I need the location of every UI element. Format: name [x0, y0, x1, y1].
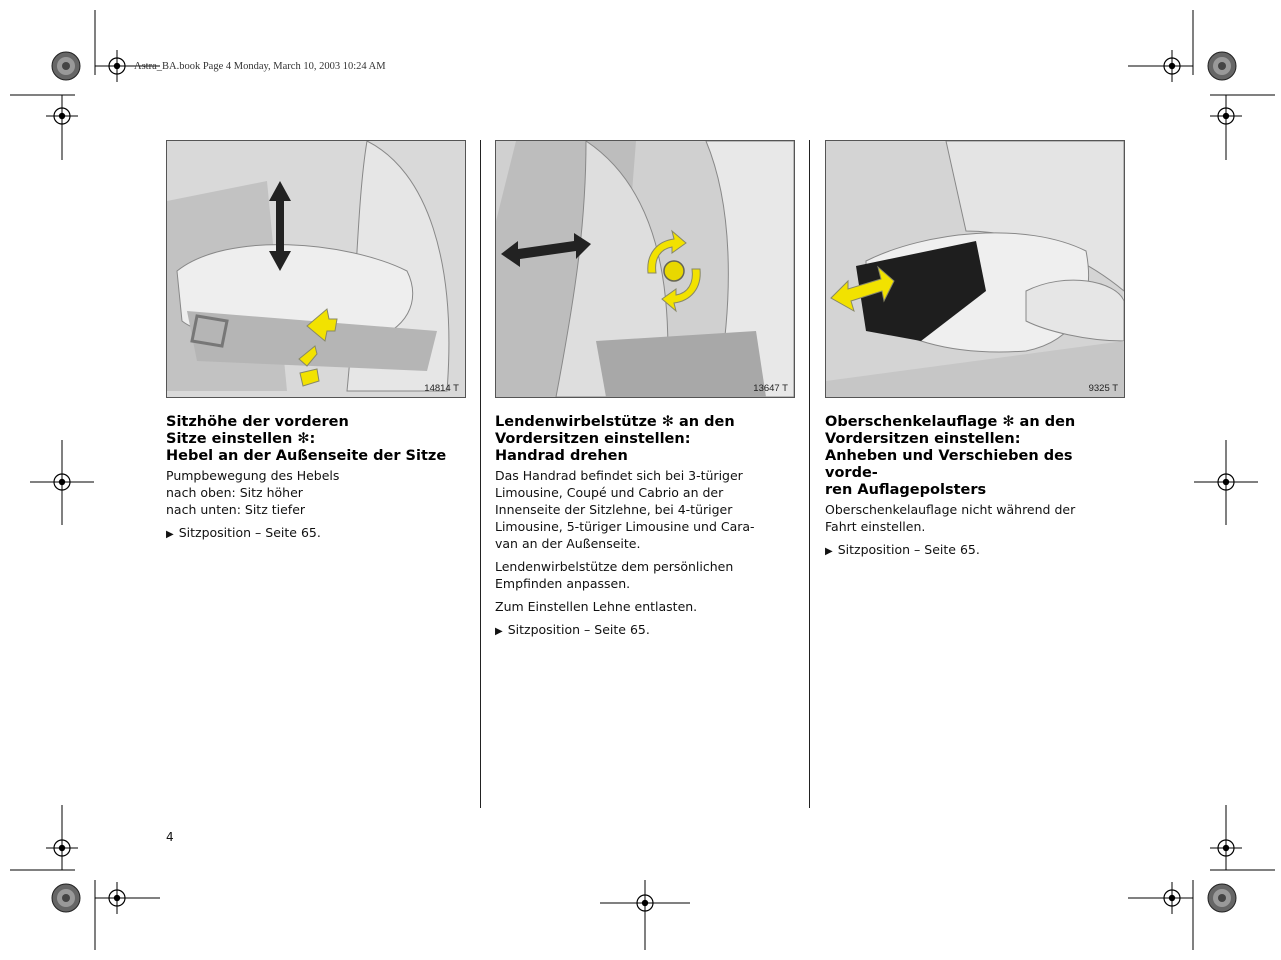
column-divider	[480, 140, 481, 808]
figure-number: 9325 T	[1088, 383, 1118, 394]
thigh-support-illustration	[826, 141, 1124, 397]
page-number: 4	[166, 830, 174, 844]
cross-reference-link[interactable]: ▶ Sitzposition – Seite 65.	[825, 541, 1125, 560]
seat-height-illustration	[167, 141, 465, 397]
section-heading: Oberschenkelauflage ✻ an den Vordersitzen einstellen: Anheben und Verschieben des vorde- ren Auflagepolsters	[825, 414, 1076, 498]
paragraph: Das Handrad befindet sich bei 3-türiger Limousine, Coupé und Cabrio an der Innenseite der Sitzlehne, bei 4-türiger Limousine, 5-türiger Limousine und Cara- van an der Außenseite.	[495, 468, 755, 551]
paragraph: Lendenwirbelstütze dem persönlichen Empfinden anpassen.	[495, 559, 734, 591]
section-seat-height	[166, 140, 466, 543]
cross-reference-link[interactable]: ▶ Sitzposition – Seite 65.	[166, 524, 466, 543]
cross-reference-link[interactable]: ▶ Sitzposition – Seite 65.	[495, 621, 795, 640]
triangle-right-icon: ▶	[825, 546, 833, 557]
figure-seat-height	[166, 140, 466, 398]
figure-number: 14814 T	[424, 383, 459, 394]
registration-mark-icon	[52, 52, 80, 80]
section-lumbar-support	[495, 140, 795, 640]
paragraph: Pumpbewegung des Hebels nach oben: Sitz höher nach unten: Sitz tiefer	[166, 468, 340, 517]
section-thigh-support	[825, 140, 1125, 560]
section-heading: Lendenwirbelstütze ✻ an den Vordersitzen einstellen: Handrad drehen	[495, 414, 735, 464]
lumbar-support-illustration	[496, 141, 794, 397]
figure-lumbar-support	[495, 140, 795, 398]
paragraph: Oberschenkelauflage nicht während der Fahrt einstellen.	[825, 502, 1076, 534]
paragraph: Zum Einstellen Lehne entlasten.	[495, 599, 698, 614]
figure-number: 13647 T	[753, 383, 788, 394]
column-divider	[809, 140, 810, 808]
figure-thigh-support	[825, 140, 1125, 398]
triangle-right-icon: ▶	[166, 529, 174, 540]
triangle-right-icon: ▶	[495, 626, 503, 637]
section-heading: Sitzhöhe der vorderen Sitze einstellen ✻: Hebel an der Außenseite der Sitze	[166, 414, 447, 464]
print-header: Astra_BA.book Page 4 Monday, March 10, 2003 10:24 AM	[134, 61, 386, 72]
